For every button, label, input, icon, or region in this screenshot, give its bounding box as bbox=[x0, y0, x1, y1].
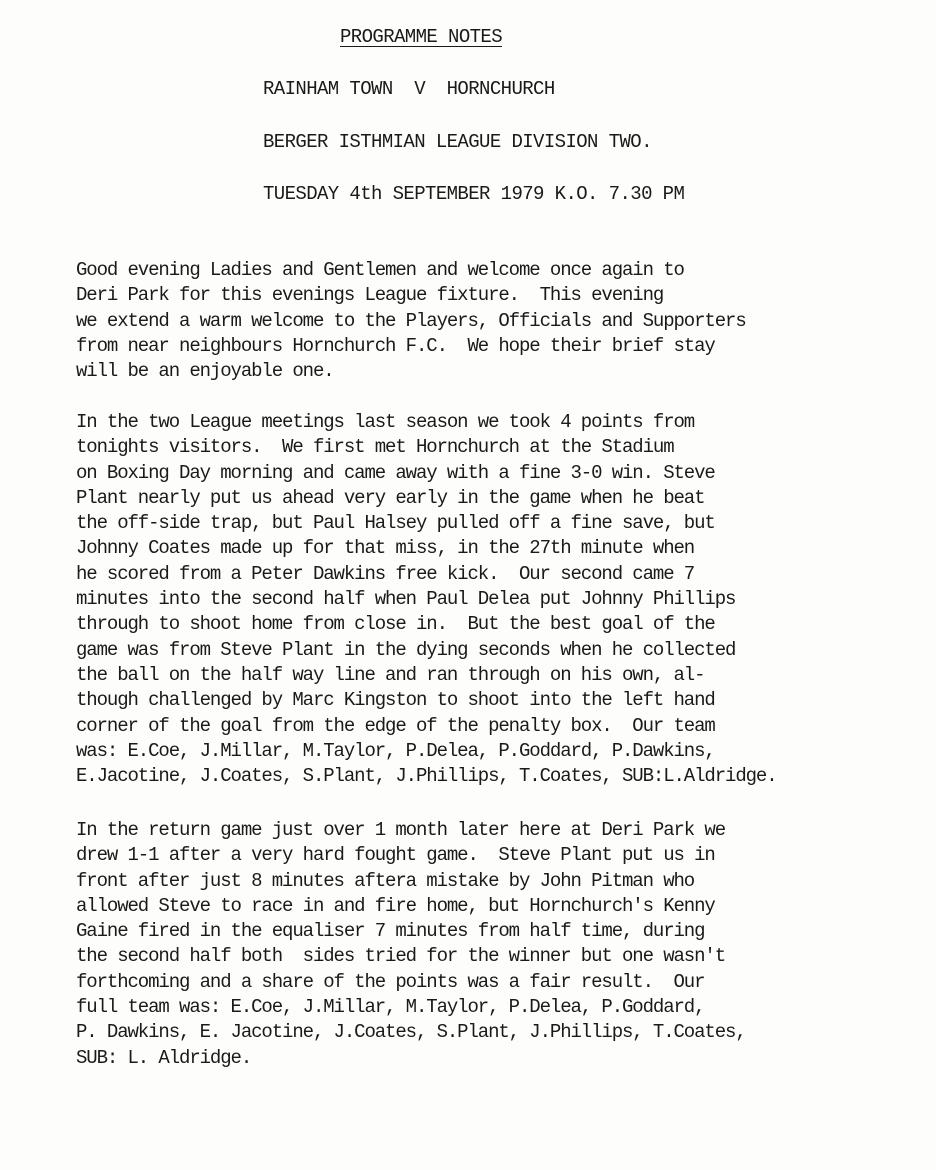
text-line: In the two League meetings last season we took 4 points from bbox=[76, 411, 695, 433]
text-line: Deri Park for this evenings League fixture. This evening bbox=[76, 284, 664, 307]
text-line: corner of the goal from the edge of the penalty box. Our team bbox=[76, 714, 715, 737]
text-line: through to shoot home from close in. But the best goal of the bbox=[76, 613, 715, 636]
text-line: allowed Steve to race in and fire home, but Hornchurch's Kenny bbox=[76, 894, 715, 917]
text-line: forthcoming and a share of the points was a fair result. Our bbox=[76, 970, 705, 993]
text-line: tonights visitors. We first met Hornchurch at the Stadium bbox=[76, 436, 674, 459]
text-line: full team was: E.Coe, J.Millar, M.Taylor, P.Delea, P.Goddard, bbox=[76, 996, 705, 1019]
text-line: the ball on the half way line and ran through on his own, al- bbox=[76, 663, 705, 686]
text-line: was: E.Coe, J.Millar, M.Taylor, P.Delea, P.Goddard, P.Dawkins, bbox=[76, 739, 715, 762]
text-line: P. Dawkins, E. Jacotine, J.Coates, S.Plant, J.Phillips, T.Coates, bbox=[76, 1021, 746, 1044]
text-line: though challenged by Marc Kingston to shoot into the left hand bbox=[76, 689, 715, 712]
text-line: Johnny Coates made up for that miss, in the 27th minute when bbox=[76, 537, 695, 560]
text-line: SUB: L. Aldridge. bbox=[76, 1046, 252, 1069]
text-line: Gaine fired in the equaliser 7 minutes from half time, during bbox=[76, 920, 705, 943]
text-line: the off-side trap, but Paul Halsey pulled off a fine save, but bbox=[76, 512, 715, 535]
text-line: Good evening Ladies and Gentlemen and welcome once again to bbox=[76, 259, 684, 281]
match-heading: RAINHAM TOWN V HORNCHURCH bbox=[263, 78, 555, 100]
text-line: drew 1-1 after a very hard fought game. Steve Plant put us in bbox=[76, 844, 715, 867]
text-line: minutes into the second half when Paul Delea put Johnny Phillips bbox=[76, 588, 736, 611]
text-line: E.Jacotine, J.Coates, S.Plant, J.Phillips, T.Coates, SUB:L.Aldridge. bbox=[76, 765, 777, 788]
text-line: he scored from a Peter Dawkins free kick. Our second came 7 bbox=[76, 562, 695, 585]
date-kickoff-heading: TUESDAY 4th SEPTEMBER 1979 K.O. 7.30 PM bbox=[263, 183, 685, 205]
paragraph-first-meeting bbox=[76, 410, 936, 789]
paragraph-return-game bbox=[76, 818, 936, 1071]
text-line: will be an enjoyable one. bbox=[76, 360, 334, 383]
paragraph-welcome bbox=[76, 258, 936, 384]
league-heading: BERGER ISTHMIAN LEAGUE DIVISION TWO. bbox=[263, 131, 652, 153]
text-line: In the return game just over 1 month later here at Deri Park we bbox=[76, 819, 726, 841]
text-line: Plant nearly put us ahead very early in the game when he beat bbox=[76, 486, 705, 509]
page-title: PROGRAMME NOTES bbox=[340, 26, 503, 48]
text-line: the second half both sides tried for the winner but one wasn't bbox=[76, 945, 726, 968]
text-line: we extend a warm welcome to the Players, Officials and Supporters bbox=[76, 309, 746, 332]
text-line: game was from Steve Plant in the dying seconds when he collected bbox=[76, 638, 736, 661]
text-line: from near neighbours Hornchurch F.C. We hope their brief stay bbox=[76, 334, 715, 357]
text-line: front after just 8 minutes aftera mistake by John Pitman who bbox=[76, 869, 695, 892]
text-line: on Boxing Day morning and came away with a fine 3-0 win. Steve bbox=[76, 461, 715, 484]
